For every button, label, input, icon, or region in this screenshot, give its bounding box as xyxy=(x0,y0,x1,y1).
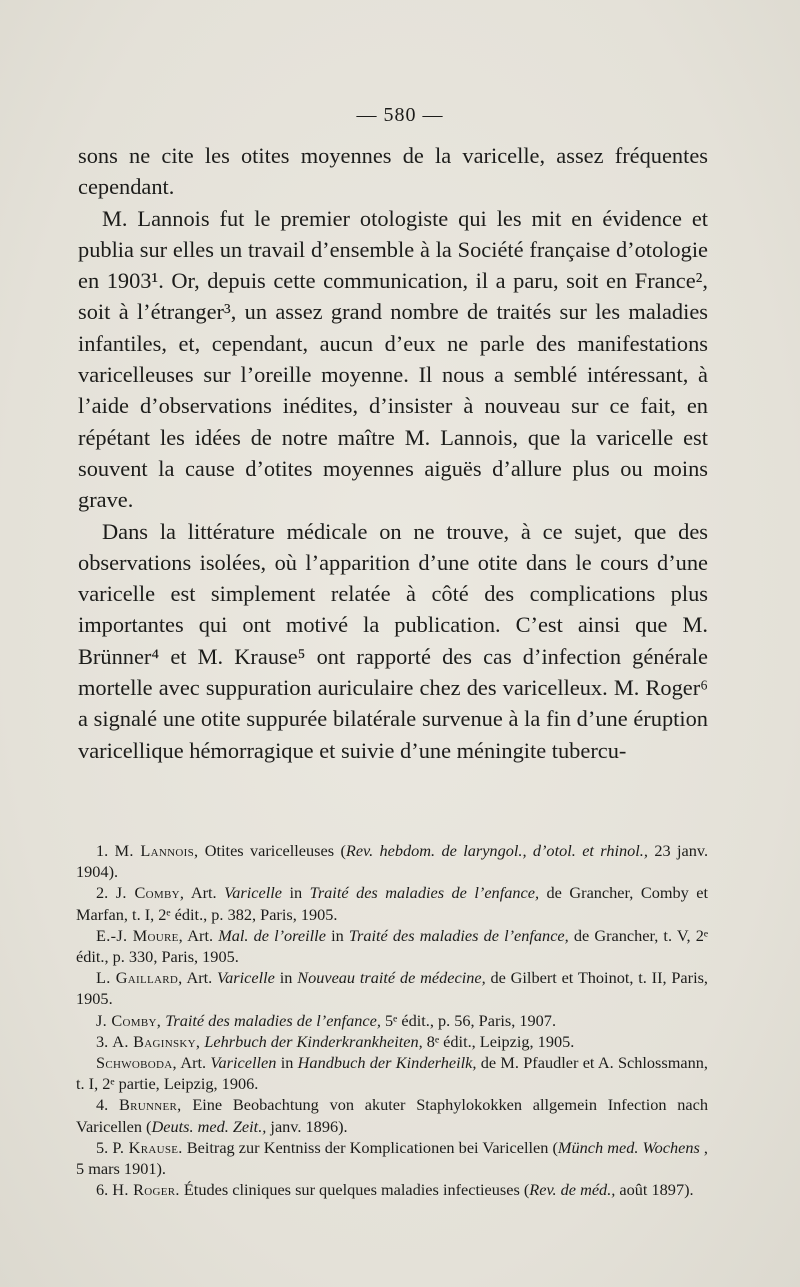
footnote-2b: E.-J. Moure, Art. Mal. de l’oreille in Traité des maladies de l’enfance, de Grancher, t. V, 2ᵉ édit., p. 330, Paris, 1905. xyxy=(76,925,709,967)
footnotes xyxy=(76,840,708,1200)
footnote-2: 2. J. Comby, Art. Varicelle in Traité des maladies de l’enfance, de Grancher, Comby et Marfan, t. I, 2ᵉ édit., p. 382, Paris, 1905. xyxy=(76,883,709,924)
footnote-5: 5. P. Krause. Beitrag zur Kentniss der Komplicationen bei Varicellen (Münch med. Wochens , 5 mars 1901). xyxy=(76,1137,708,1179)
footnote-3b: Schwoboda, Art. Varicellen in Handbuch der Kinderheilk, de M. Pfaudler et A. Schlossmann, t. I, 2ᵉ partie, Leipzig, 1906. xyxy=(76,1053,708,1094)
footnote-2d: J. Comby, Traité des maladies de l’enfance, 5ᵉ édit., p. 56, Paris, 1907. xyxy=(96,1010,557,1030)
paragraph-2: M. Lannois fut le premier otologiste qui les mit en évidence et publia sur elles un travail d’ensemble à la Société française d’otologie en 1903¹. Or, depuis cette communication, il a paru, soit en France², soit à l’étranger³, un assez grand nombre de traités sur les maladies infantiles, et, cependant, aucun d’eux ne parle des manifestations varicelleuses sur l’oreille moyenne. Il nous a semblé intéressant, à l’aide d’observations inédites, d’insister à nouveau sur ce fait, en répétant les idées de notre maître M. Lannois, que la varicelle est souvent la cause d’otites moyennes aiguës d’allure plus ou moins grave. xyxy=(78,205,708,513)
footnote-1: 1. M. Lannois, Otites varicelleuses (Rev. hebdom. de laryngol., d’otol. et rhinol., 23 janv. 1904). xyxy=(76,841,709,882)
body-text xyxy=(78,140,708,766)
page-number: — 580 — xyxy=(356,104,444,126)
footnote-2c: L. Gaillard, Art. Varicelle in Nouveau traité de médecine, de Gilbert et Thoinot, t. II, Paris, 1905. xyxy=(76,968,709,1009)
paragraph-3: Dans la littérature médicale on ne trouve, à ce sujet, que des observations isolées, où l’apparition d’une otite dans le cours d’une varicelle est simplement relatée à côté des complications plus importantes qui ont motivé la publication. C’est ainsi que M. Brünner⁴ et M. Krause⁵ ont rapporté des cas d’infection générale mortelle avec suppuration auriculaire chez des varicelleux. M. Roger⁶ a signalé une otite suppurée bilatérale survenue à la fin d’une éruption varicellique hémorragique et suivie d’une méningite tubercu- xyxy=(78,518,708,763)
footnote-4: 4. Brunner, Eine Beobachtung von akuter Staphylokokken allgemein Infection nach Varicellen (Deuts. med. Zeit., janv. 1896). xyxy=(76,1095,708,1136)
footnote-6: 6. H. Roger. Études cliniques sur quelques maladies infectieuses (Rev. de méd., août 1897). xyxy=(96,1180,694,1200)
paragraph-1: sons ne cite les otites moyennes de la varicelle, assez fréquentes cependant. xyxy=(78,143,708,200)
footnote-3: 3. A. Baginsky, Lehrbuch der Kinderkrankheiten, 8ᵉ édit., Leipzig, 1905. xyxy=(96,1031,575,1051)
